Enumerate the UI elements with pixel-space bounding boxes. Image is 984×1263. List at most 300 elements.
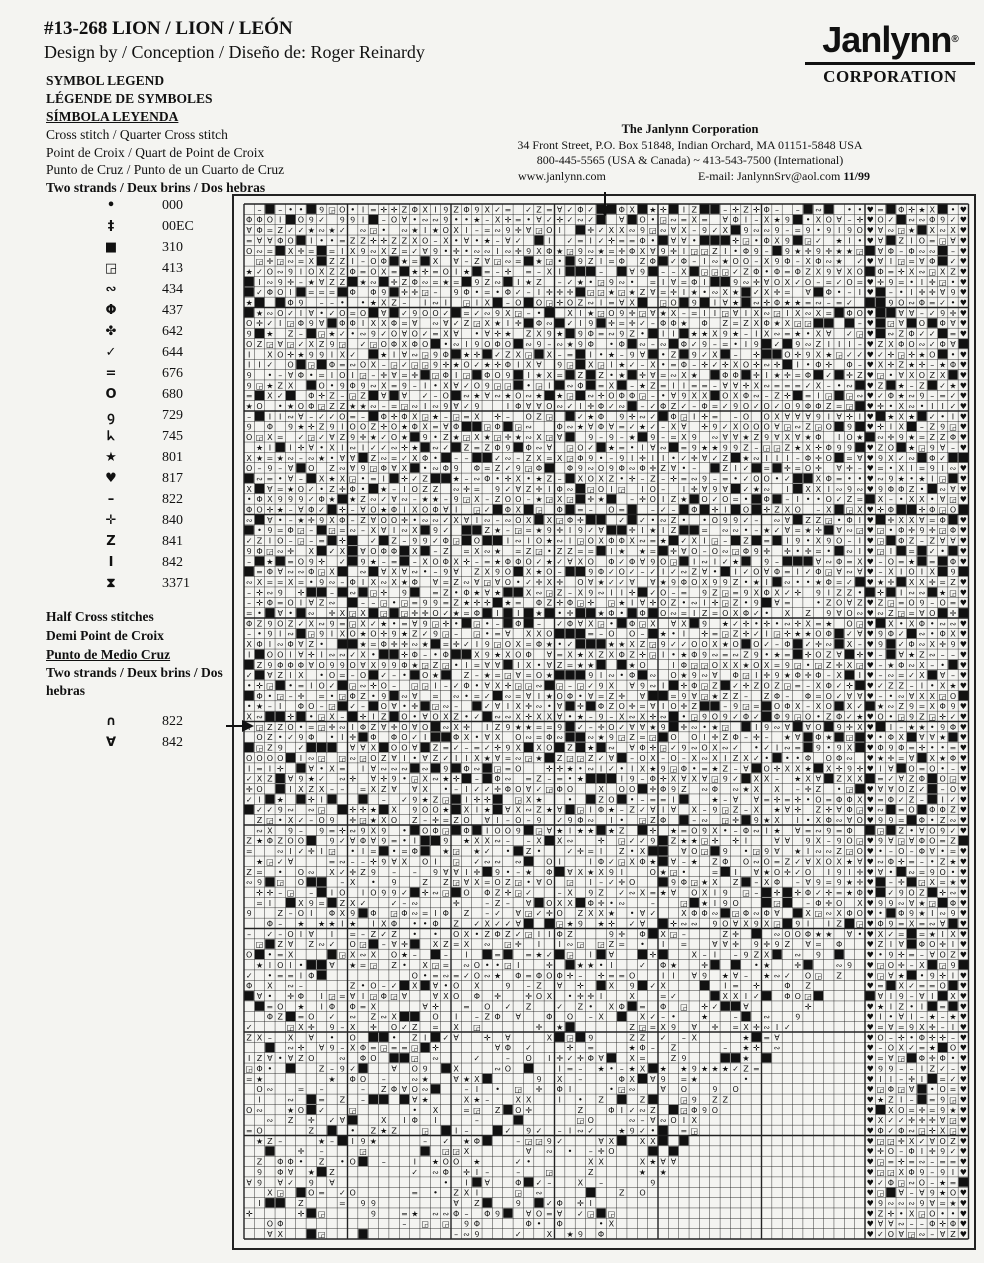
svg-text:★: ★ [680,319,687,328]
svg-text:•: • [661,350,666,359]
svg-text:•: • [775,619,780,628]
svg-text:Φ: Φ [443,650,449,659]
svg-text:◲: ◲ [535,226,543,235]
svg-text:=: = [401,847,408,856]
svg-text:O: O [277,537,283,546]
svg-text:∀: ∀ [950,485,956,494]
svg-text:Ⅹ: Ⅹ [422,423,428,432]
svg-text:–: – [692,257,696,266]
svg-text:★: ★ [908,412,915,421]
svg-text:✓: ✓ [442,609,449,618]
svg-text:•: • [433,381,438,390]
svg-text:♥: ♥ [867,930,874,939]
svg-text:Φ: Φ [939,702,945,711]
svg-text:O: O [515,495,521,504]
svg-text:O: O [908,806,914,815]
half-heading-en: Half Cross stitches [46,607,170,626]
svg-text:★: ★ [732,288,739,297]
svg-text:I: I [910,288,912,297]
svg-text:=: = [681,278,688,287]
svg-text:I: I [538,288,540,297]
svg-text:=: = [587,547,594,556]
svg-text:Φ: Φ [681,878,687,887]
svg-text:Ꝯ: Ꝯ [299,299,304,308]
svg-text:✛: ✛ [411,702,418,711]
svg-text:∀: ∀ [681,547,687,556]
svg-text:★: ★ [784,733,791,742]
svg-text:Ꝯ: Ꝯ [474,340,479,349]
svg-text:Ⅹ: Ⅹ [733,423,739,432]
svg-text:♥: ♥ [867,868,874,877]
svg-text:∀: ∀ [391,940,397,949]
svg-text:✓: ✓ [898,640,905,649]
svg-text:✓: ✓ [587,205,594,214]
svg-text:–: – [744,806,748,815]
svg-text:Φ: Φ [639,930,645,939]
svg-text:Ⅹ: Ⅹ [484,837,490,846]
svg-text:•: • [940,412,945,421]
svg-text:✛: ✛ [888,433,895,442]
svg-text:Ⅹ: Ⅹ [257,775,263,784]
svg-text:✓: ✓ [432,537,439,546]
svg-text:Ⅹ: Ⅹ [474,650,480,659]
svg-text:=: = [877,205,884,214]
legend-symbol-row [90,552,194,573]
svg-text:∾: ∾ [618,278,625,287]
svg-text:•: • [889,692,894,701]
svg-text:◲: ◲ [897,226,905,235]
svg-text:✛: ✛ [784,371,791,380]
svg-text:✓: ✓ [360,340,367,349]
svg-text:=: = [815,692,822,701]
svg-text:♥: ♥ [960,640,967,649]
svg-text:–: – [713,381,717,390]
svg-text:∾: ∾ [919,340,926,349]
svg-text:∾: ∾ [670,609,677,618]
svg-text:✓: ✓ [939,381,946,390]
svg-text:•: • [951,350,956,359]
svg-text:✓: ✓ [287,309,294,318]
svg-text:–: – [661,474,665,483]
svg-text:Ⅹ: Ⅹ [795,764,801,773]
svg-text:•: • [795,547,800,556]
svg-text:Ꝯ: Ꝯ [578,330,583,339]
svg-text:✛: ✛ [525,992,532,1001]
svg-text:–: – [651,319,655,328]
svg-text:•: • [454,619,459,628]
svg-text:★: ★ [732,557,739,566]
svg-text:=: = [805,392,812,401]
svg-text:◲: ◲ [370,464,378,473]
svg-text:=: = [546,205,553,214]
svg-text:✓: ✓ [681,454,688,463]
svg-text:Φ: Φ [764,205,770,214]
svg-text:★: ★ [794,299,801,308]
svg-text:Ⅹ: Ⅹ [816,267,822,276]
svg-text:O: O [267,754,273,763]
svg-text:★: ★ [401,630,408,639]
svg-text:•: • [485,630,490,639]
svg-text:–: – [879,568,883,577]
svg-text:•: • [268,951,273,960]
svg-text:Φ: Φ [267,423,273,432]
svg-text:•: • [412,930,417,939]
svg-text:∾: ∾ [484,516,491,525]
svg-text:★: ★ [804,433,811,442]
svg-text:✓: ✓ [908,982,915,991]
svg-text:•: • [878,847,883,856]
svg-text:Φ: Φ [412,578,418,587]
svg-text:Ꝯ: Ꝯ [650,557,655,566]
svg-text:=: = [794,381,801,390]
svg-text:◲: ◲ [525,464,533,473]
svg-text:=: = [712,402,719,411]
svg-text:=: = [732,495,739,504]
svg-text:★: ★ [794,443,801,452]
svg-text:I: I [434,857,436,866]
svg-text:I: I [941,795,943,804]
svg-text:•: • [412,713,417,722]
svg-text:•: • [775,474,780,483]
svg-text:◲: ◲ [266,816,274,825]
svg-text:✛: ✛ [743,681,750,690]
svg-text:–: – [744,971,748,980]
svg-text:Φ: Φ [287,299,293,308]
svg-text:★: ★ [701,330,708,339]
svg-text:✓: ✓ [525,578,532,587]
svg-text:=: = [277,485,284,494]
svg-text:✓: ✓ [846,578,853,587]
svg-text:✛: ✛ [515,226,522,235]
svg-text:O: O [298,216,304,225]
svg-text:★: ★ [908,226,915,235]
svg-text:Φ: Φ [318,495,324,504]
svg-text:✛: ✛ [825,247,832,256]
svg-text:∀: ∀ [888,971,894,980]
svg-text:✛: ✛ [422,888,429,897]
svg-text:∀: ∀ [733,381,739,390]
svg-text:O: O [826,857,832,866]
svg-text:◲: ◲ [701,692,709,701]
svg-text:Φ: Φ [267,568,273,577]
svg-text:–: – [309,888,313,897]
svg-text:–: – [382,982,386,991]
svg-text:∀: ∀ [309,661,315,670]
svg-text:O: O [536,992,542,1001]
svg-text:♥: ♥ [960,236,967,245]
svg-text:Φ: Φ [732,671,738,680]
svg-text:Ꝯ: Ꝯ [775,257,780,266]
svg-text:=: = [391,837,398,846]
svg-text:∀: ∀ [629,681,635,690]
svg-text:∀: ∀ [453,381,459,390]
svg-text:I: I [279,412,281,421]
svg-text:Ⅹ: Ⅹ [816,702,822,711]
svg-text:Φ: Φ [660,402,666,411]
svg-text:◲: ◲ [649,650,657,659]
svg-text:–: – [651,392,655,401]
svg-text:◲: ◲ [742,702,750,711]
svg-text:✛: ✛ [629,319,636,328]
svg-text:I: I [724,506,726,515]
svg-text:=: = [360,267,367,276]
svg-text:✓: ✓ [401,795,408,804]
svg-text:★: ★ [577,661,584,670]
svg-text:★: ★ [639,423,646,432]
svg-text:∾: ∾ [950,464,957,473]
svg-text:★: ★ [773,826,780,835]
svg-text:◲: ◲ [639,816,647,825]
svg-text:O: O [422,340,428,349]
svg-text:•: • [920,971,925,980]
svg-text:Ꝯ: Ꝯ [619,309,624,318]
svg-text:Ⅹ: Ⅹ [381,920,387,929]
solid-square-icon: ■ [90,240,132,255]
svg-text:Φ: Φ [722,371,728,380]
svg-text:✛: ✛ [256,599,263,608]
svg-text:•: • [568,992,573,1001]
svg-text:Z: Z [733,754,739,763]
svg-text:I: I [465,868,467,877]
svg-text:I: I [859,671,861,680]
svg-text:Ⅹ: Ⅹ [402,464,408,473]
svg-text:=: = [939,837,946,846]
svg-text:O: O [360,309,366,318]
svg-text:Ⅹ: Ⅹ [774,816,780,825]
svg-text:•: • [475,288,480,297]
svg-text:∀: ∀ [350,464,356,473]
svg-text:∀: ∀ [691,971,697,980]
svg-text:◲: ◲ [266,857,274,866]
svg-text:Ꝯ: Ꝯ [692,433,697,442]
svg-text:Ⅹ: Ⅹ [847,267,853,276]
company-website[interactable]: www.janlynn.com [518,169,606,185]
svg-text:★: ★ [587,826,594,835]
svg-text:∀: ∀ [412,785,418,794]
svg-text:Φ: Φ [370,733,376,742]
svg-text:♥: ♥ [867,692,874,701]
svg-text:I: I [310,681,312,690]
svg-text:Φ: Φ [919,816,925,825]
svg-text:•: • [909,278,914,287]
svg-text:I: I [776,744,778,753]
svg-text:Ꝯ: Ꝯ [951,702,956,711]
svg-text:O: O [639,661,645,670]
svg-text:Ⅹ: Ⅹ [640,713,646,722]
svg-text:∾: ∾ [743,278,750,287]
svg-text:∀: ∀ [723,940,729,949]
svg-text:O: O [463,816,469,825]
svg-text:Ⅹ: Ⅹ [557,495,563,504]
svg-text:–: – [775,205,779,214]
svg-text:Z: Z [733,878,739,887]
svg-text:◲: ◲ [670,868,678,877]
svg-text:Φ: Φ [950,557,956,566]
svg-text:I: I [248,350,250,359]
svg-text:O: O [391,216,397,225]
svg-text:◲: ◲ [721,309,729,318]
svg-text:•: • [692,236,697,245]
svg-text:◲: ◲ [711,537,719,546]
company-name: The Janlynn Corporation [490,122,890,138]
svg-text:Z: Z [847,588,853,597]
svg-text:Z: Z [950,951,956,960]
svg-text:•: • [630,443,635,452]
svg-text:Z: Z [257,816,263,825]
svg-text:=: = [308,247,315,256]
svg-text:Φ: Φ [484,888,490,897]
svg-text:✓: ✓ [950,826,957,835]
svg-text:◲: ◲ [494,257,502,266]
svg-text:Ⅹ: Ⅹ [629,205,635,214]
svg-text:∀: ∀ [609,951,615,960]
hook-icon: ꝯ [90,407,132,425]
svg-text:Z: Z [495,899,501,908]
svg-text:★: ★ [836,247,843,256]
svg-text:Ꝯ: Ꝯ [930,868,935,877]
svg-text:✛: ✛ [577,847,584,856]
svg-text:★: ★ [308,775,315,784]
svg-text:Ⅹ: Ⅹ [805,485,811,494]
svg-text:✛: ✛ [598,723,605,732]
svg-text:O: O [743,423,749,432]
svg-text:Φ: Φ [722,857,728,866]
svg-text:Ꝯ: Ꝯ [330,423,335,432]
svg-text:◲: ◲ [266,340,274,349]
svg-text:Ⅹ: Ⅹ [681,909,687,918]
svg-text:O: O [339,371,345,380]
svg-text:✛: ✛ [339,485,346,494]
svg-text:∀: ∀ [443,868,449,877]
svg-text:–: – [299,278,303,287]
svg-text:◲: ◲ [390,361,398,370]
legend-symbol-row [90,468,194,489]
svg-text:◲: ◲ [690,713,698,722]
svg-text:–: – [806,702,810,711]
svg-text:✓: ✓ [888,216,895,225]
svg-text:I: I [838,226,840,235]
svg-text:I: I [548,485,550,494]
svg-text:∀: ∀ [371,516,377,525]
company-info [490,122,890,184]
svg-text:★: ★ [618,361,625,370]
svg-text:∾: ∾ [567,381,574,390]
svg-text:✛: ✛ [618,878,625,887]
svg-text:★: ★ [701,899,708,908]
svg-text:★: ★ [887,661,894,670]
svg-text:•: • [247,681,252,690]
svg-text:I: I [610,816,612,825]
svg-text:✛: ✛ [836,764,843,773]
svg-text:✓: ✓ [442,516,449,525]
svg-text:–: – [879,692,883,701]
svg-text:∀: ∀ [422,754,428,763]
svg-text:◲: ◲ [815,909,823,918]
company-email[interactable]: E-mail: JanlynnSrv@aol.com [698,169,840,183]
svg-text:–: – [527,288,531,297]
svg-text:★: ★ [597,733,604,742]
svg-text:♥: ♥ [960,226,967,235]
svg-text:I: I [569,537,571,546]
svg-text:★: ★ [763,971,770,980]
svg-text:✛: ✛ [939,713,946,722]
svg-text:✛: ✛ [287,713,294,722]
svg-text:–: – [816,506,820,515]
svg-text:–: – [661,267,665,276]
svg-text:Φ: Φ [836,795,842,804]
svg-text:•: • [930,619,935,628]
svg-text:Ꝯ: Ꝯ [588,319,593,328]
svg-text:✓: ✓ [784,474,791,483]
svg-text:O: O [505,826,511,835]
svg-text:Z: Z [557,661,563,670]
svg-text:★: ★ [328,920,335,929]
svg-text:•: • [412,920,417,929]
svg-text:Z: Z [433,795,439,804]
svg-text:O: O [784,402,790,411]
svg-text:I: I [693,412,695,421]
svg-text:✓: ✓ [618,516,625,525]
legend-symbol-row [90,195,194,216]
svg-text:=: = [598,330,605,339]
svg-text:=: = [463,609,470,618]
svg-text:Z: Z [381,713,387,722]
svg-text:O: O [432,806,438,815]
svg-text:O: O [360,361,366,370]
svg-text:✓: ✓ [898,454,905,463]
svg-text:∀: ∀ [785,526,791,535]
svg-text:◲: ◲ [649,640,657,649]
svg-text:O: O [764,423,770,432]
svg-text:✓: ✓ [649,909,656,918]
svg-text:∾: ∾ [846,526,853,535]
svg-text:O: O [764,764,770,773]
svg-text:=: = [422,909,429,918]
svg-text:✛: ✛ [494,744,501,753]
svg-text:♥: ♥ [960,702,967,711]
svg-text:–: – [672,506,676,515]
svg-text:O: O [350,423,356,432]
svg-text:Ꝯ: Ꝯ [537,340,542,349]
svg-text:•: • [806,578,811,587]
svg-text:=: = [722,474,729,483]
svg-text:I: I [662,940,664,949]
svg-text:•: • [299,961,304,970]
svg-text:◲: ◲ [597,940,605,949]
svg-text:✛: ✛ [505,681,512,690]
svg-text:✓: ✓ [339,837,346,846]
svg-text:I: I [952,971,954,980]
svg-text:I: I [848,236,850,245]
svg-text:◲: ◲ [432,702,440,711]
svg-text:Ⅹ: Ⅹ [816,816,822,825]
svg-text:★: ★ [256,837,263,846]
svg-text:★: ★ [742,661,749,670]
svg-text:∾: ∾ [846,547,853,556]
svg-text:•: • [806,661,811,670]
svg-text:=: = [815,619,822,628]
svg-text:✛: ✛ [950,309,957,318]
svg-text:–: – [361,930,365,939]
svg-text:=: = [525,671,532,680]
svg-text:–: – [899,247,903,256]
svg-text:I: I [248,764,250,773]
svg-text:–: – [289,692,293,701]
svg-text:Ꝯ: Ꝯ [609,733,614,742]
svg-text:I: I [279,216,281,225]
svg-text:I: I [590,857,592,866]
svg-text:O: O [712,661,718,670]
